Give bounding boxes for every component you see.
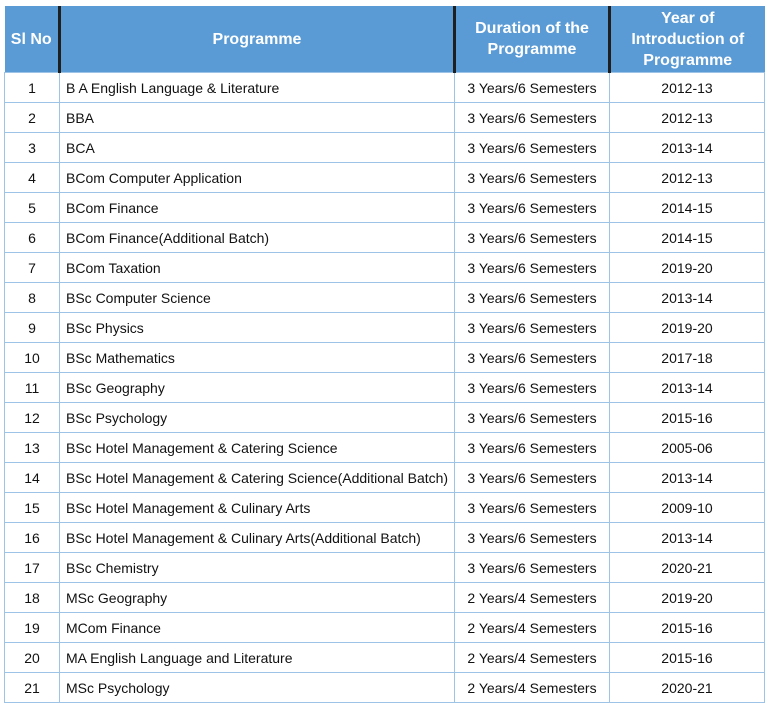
table-row [5, 523, 765, 553]
table-row [5, 493, 765, 523]
programme-cell: MCom Finance [60, 613, 455, 643]
duration-cell: 3 Years/6 Semesters [455, 133, 610, 163]
year-cell: 2013-14 [610, 133, 765, 163]
year-cell: 2013-14 [610, 523, 765, 553]
programme-cell: BCom Finance [60, 193, 455, 223]
programme-cell: B A English Language & Literature [60, 73, 455, 103]
sl-no-cell: 6 [5, 223, 60, 253]
sl-no-cell: 21 [5, 673, 60, 703]
sl-no-cell: 7 [5, 253, 60, 283]
programme-cell: MSc Geography [60, 583, 455, 613]
header-duration: Duration of the Programme [455, 6, 610, 73]
sl-no-cell: 8 [5, 283, 60, 313]
year-cell: 2017-18 [610, 343, 765, 373]
programme-cell: BSc Chemistry [60, 553, 455, 583]
programme-cell: BBA [60, 103, 455, 133]
sl-no-cell: 19 [5, 613, 60, 643]
duration-cell: 2 Years/4 Semesters [455, 673, 610, 703]
duration-cell: 3 Years/6 Semesters [455, 103, 610, 133]
programme-cell: BCA [60, 133, 455, 163]
table-row [5, 223, 765, 253]
table-row [5, 193, 765, 223]
sl-no-cell: 13 [5, 433, 60, 463]
year-cell: 2015-16 [610, 643, 765, 673]
sl-no-cell: 17 [5, 553, 60, 583]
header-sl-no: Sl No [5, 6, 60, 73]
year-cell: 2012-13 [610, 103, 765, 133]
sl-no-cell: 15 [5, 493, 60, 523]
table-row [5, 253, 765, 283]
programme-cell: BSc Hotel Management & Catering Science [60, 433, 455, 463]
year-cell: 2015-16 [610, 403, 765, 433]
table-row [5, 403, 765, 433]
duration-cell: 3 Years/6 Semesters [455, 463, 610, 493]
year-cell: 2019-20 [610, 313, 765, 343]
programme-cell: MSc Psychology [60, 673, 455, 703]
duration-cell: 3 Years/6 Semesters [455, 553, 610, 583]
duration-cell: 3 Years/6 Semesters [455, 373, 610, 403]
table-header-row [5, 6, 765, 73]
sl-no-cell: 4 [5, 163, 60, 193]
duration-cell: 3 Years/6 Semesters [455, 283, 610, 313]
year-cell: 2009-10 [610, 493, 765, 523]
year-cell: 2019-20 [610, 583, 765, 613]
programme-cell: BSc Hotel Management & Culinary Arts(Additional Batch) [60, 523, 455, 553]
year-cell: 2013-14 [610, 463, 765, 493]
year-cell: 2015-16 [610, 613, 765, 643]
table-row [5, 613, 765, 643]
duration-cell: 3 Years/6 Semesters [455, 253, 610, 283]
programme-cell: BSc Hotel Management & Catering Science(Additional Batch) [60, 463, 455, 493]
programme-cell: MA English Language and Literature [60, 643, 455, 673]
sl-no-cell: 11 [5, 373, 60, 403]
programme-cell: BSc Geography [60, 373, 455, 403]
programme-cell: BSc Psychology [60, 403, 455, 433]
table-row [5, 583, 765, 613]
programme-table-container [4, 6, 764, 703]
table-row [5, 163, 765, 193]
table-row [5, 133, 765, 163]
duration-cell: 3 Years/6 Semesters [455, 403, 610, 433]
programme-cell: BSc Hotel Management & Culinary Arts [60, 493, 455, 523]
programme-cell: BCom Computer Application [60, 163, 455, 193]
duration-cell: 2 Years/4 Semesters [455, 583, 610, 613]
programme-cell: BSc Mathematics [60, 343, 455, 373]
sl-no-cell: 1 [5, 73, 60, 103]
sl-no-cell: 20 [5, 643, 60, 673]
programme-table [4, 6, 765, 703]
duration-cell: 3 Years/6 Semesters [455, 193, 610, 223]
programme-cell: BSc Physics [60, 313, 455, 343]
sl-no-cell: 12 [5, 403, 60, 433]
table-row [5, 433, 765, 463]
duration-cell: 3 Years/6 Semesters [455, 313, 610, 343]
sl-no-cell: 14 [5, 463, 60, 493]
programme-cell: BCom Finance(Additional Batch) [60, 223, 455, 253]
year-cell: 2020-21 [610, 553, 765, 583]
programme-cell: BCom Taxation [60, 253, 455, 283]
table-row [5, 373, 765, 403]
table-row [5, 73, 765, 103]
duration-cell: 3 Years/6 Semesters [455, 523, 610, 553]
duration-cell: 3 Years/6 Semesters [455, 433, 610, 463]
year-cell: 2014-15 [610, 193, 765, 223]
table-row [5, 343, 765, 373]
duration-cell: 3 Years/6 Semesters [455, 163, 610, 193]
sl-no-cell: 2 [5, 103, 60, 133]
table-row [5, 313, 765, 343]
programme-cell: BSc Computer Science [60, 283, 455, 313]
sl-no-cell: 5 [5, 193, 60, 223]
year-cell: 2020-21 [610, 673, 765, 703]
sl-no-cell: 10 [5, 343, 60, 373]
table-row [5, 283, 765, 313]
duration-cell: 2 Years/4 Semesters [455, 613, 610, 643]
table-row [5, 553, 765, 583]
sl-no-cell: 3 [5, 133, 60, 163]
header-year: Year of Introduction of Programme [610, 6, 765, 73]
table-row [5, 463, 765, 493]
year-cell: 2013-14 [610, 283, 765, 313]
year-cell: 2005-06 [610, 433, 765, 463]
header-programme: Programme [60, 6, 455, 73]
sl-no-cell: 9 [5, 313, 60, 343]
sl-no-cell: 16 [5, 523, 60, 553]
table-row [5, 673, 765, 703]
duration-cell: 2 Years/4 Semesters [455, 643, 610, 673]
duration-cell: 3 Years/6 Semesters [455, 493, 610, 523]
year-cell: 2012-13 [610, 163, 765, 193]
year-cell: 2014-15 [610, 223, 765, 253]
year-cell: 2013-14 [610, 373, 765, 403]
duration-cell: 3 Years/6 Semesters [455, 73, 610, 103]
year-cell: 2019-20 [610, 253, 765, 283]
duration-cell: 3 Years/6 Semesters [455, 223, 610, 253]
table-row [5, 643, 765, 673]
duration-cell: 3 Years/6 Semesters [455, 343, 610, 373]
table-row [5, 103, 765, 133]
sl-no-cell: 18 [5, 583, 60, 613]
year-cell: 2012-13 [610, 73, 765, 103]
